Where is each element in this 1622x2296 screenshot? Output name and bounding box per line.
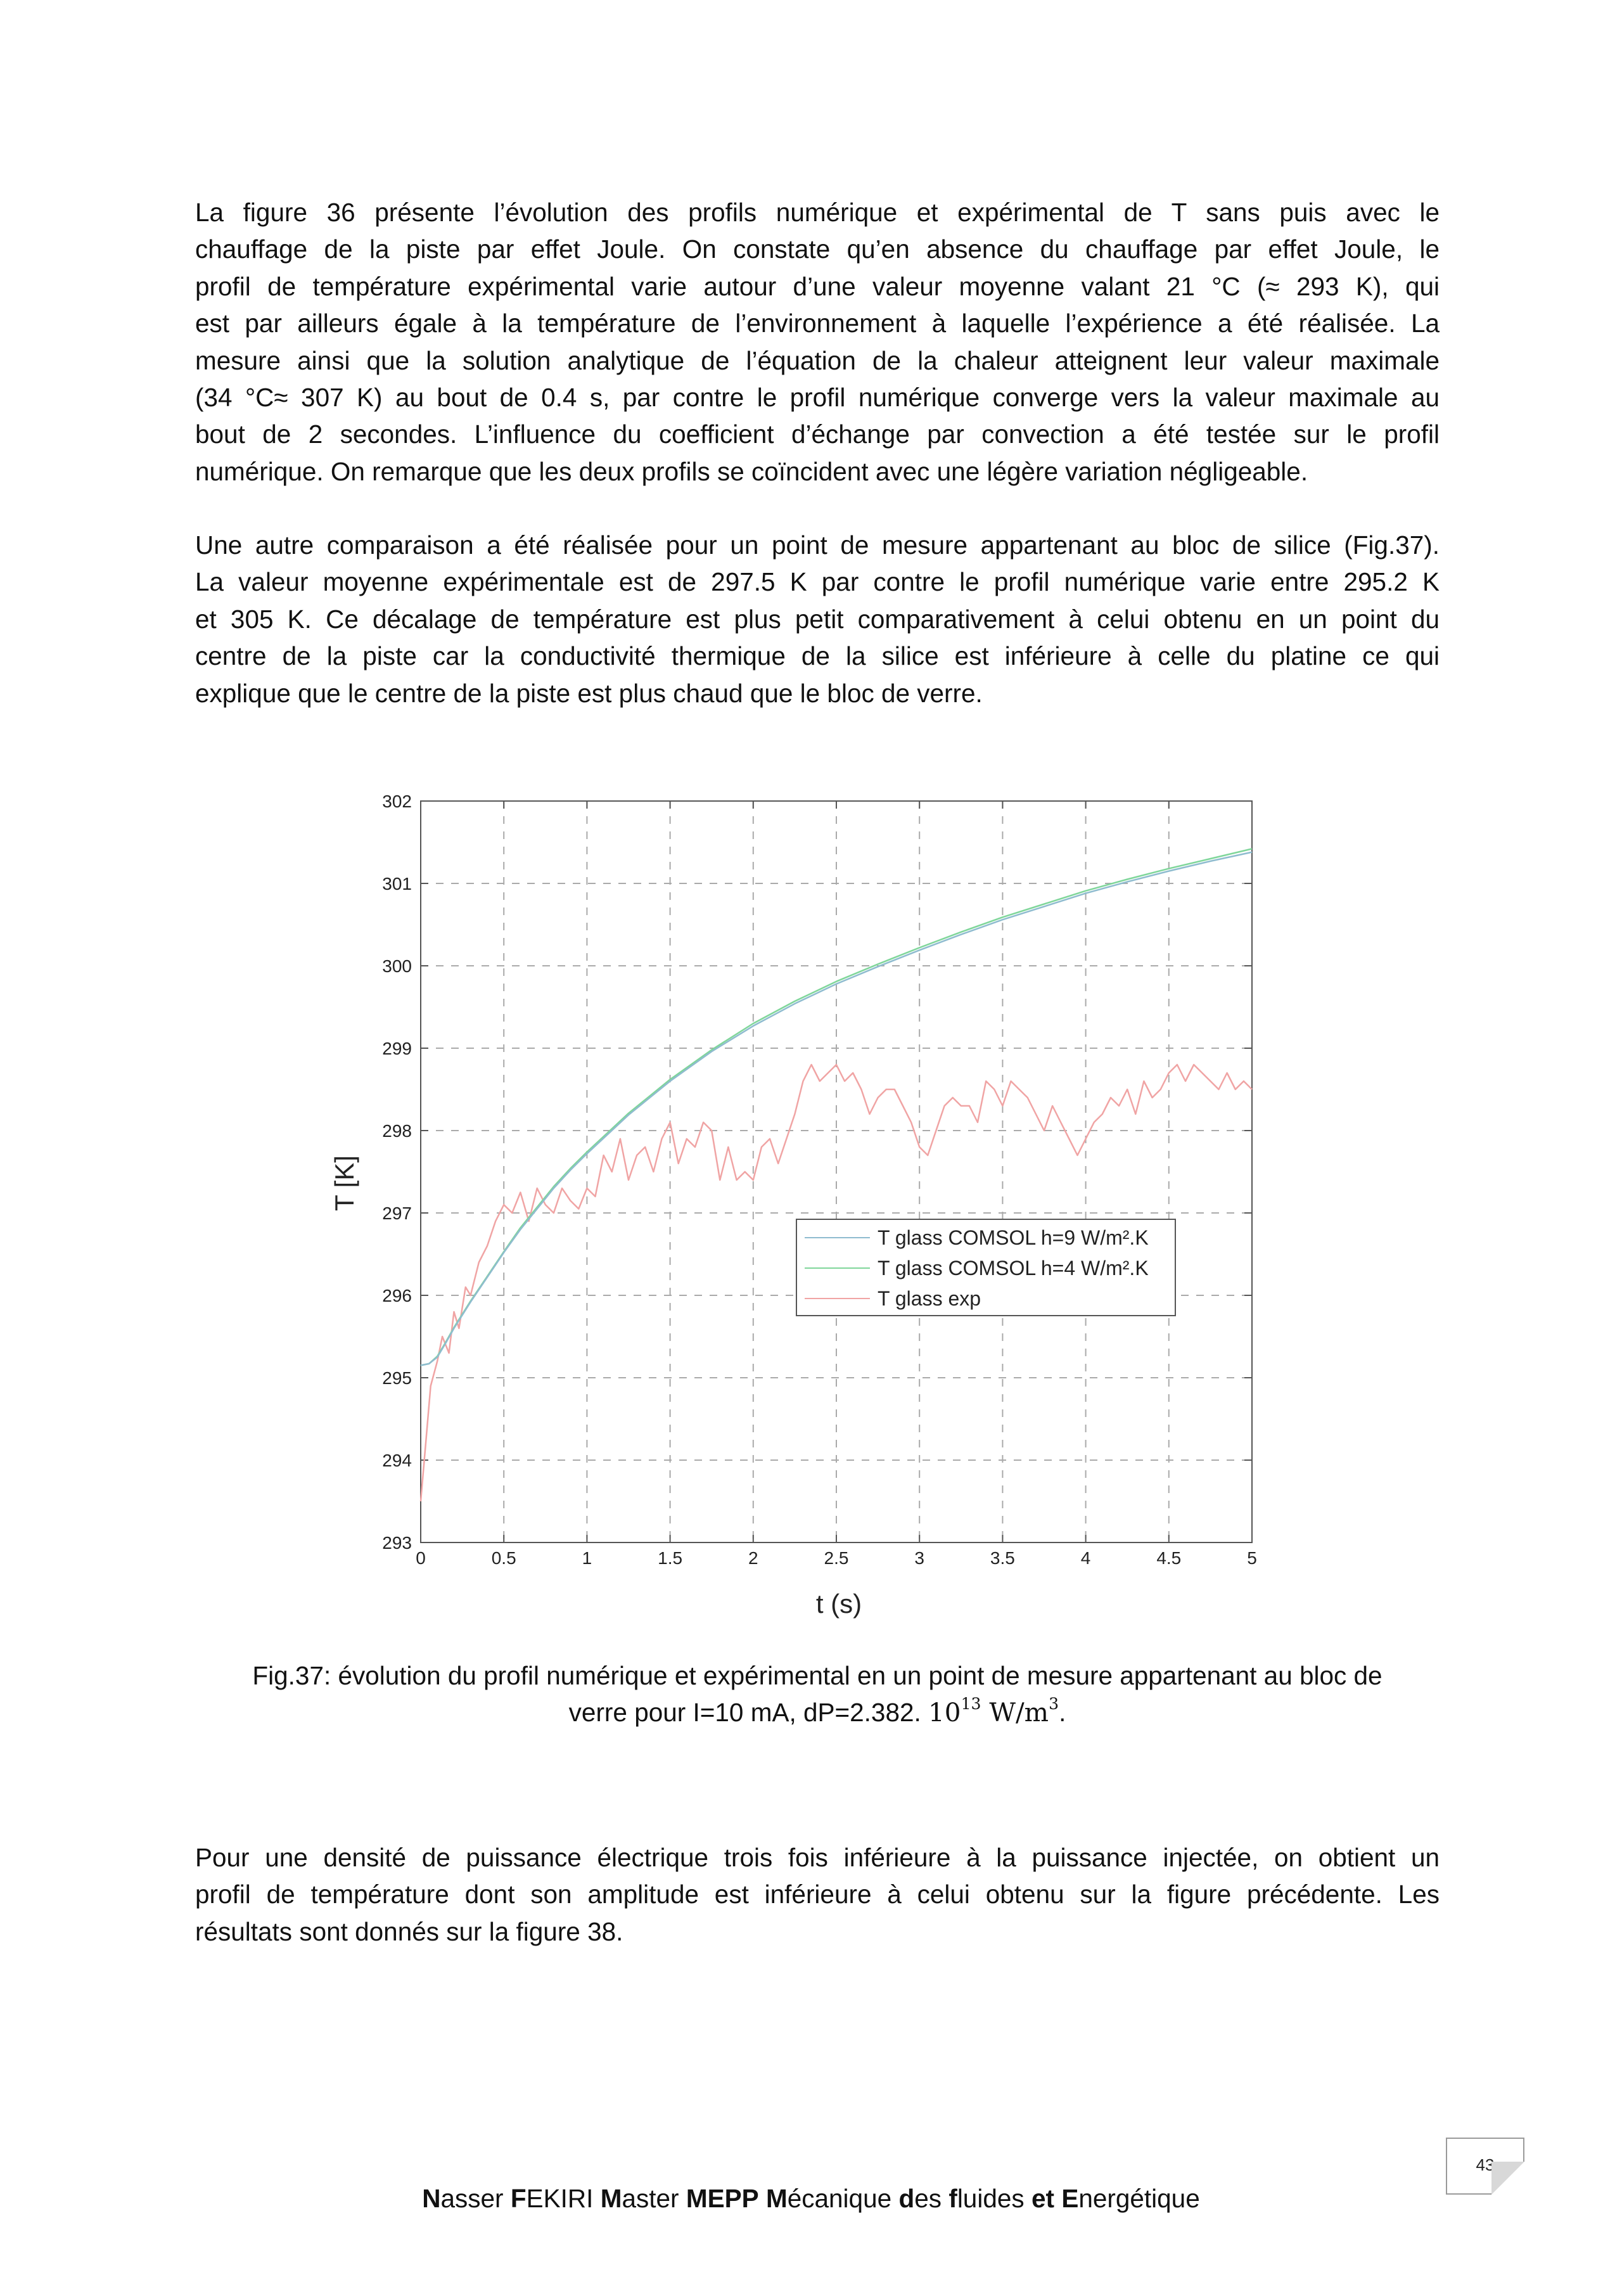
legend-label: T glass exp [878,1287,981,1310]
page-footer: Nasser FEKIRI Master MEPP Mécanique des fluides et Energétique [422,2184,1200,2213]
paragraph-line: La valeur moyenne expérimentale est de 297.5 K par contre le profil numérique varie entre 295.2 K [195,567,1440,597]
y-tick-label: 298 [382,1121,412,1141]
x-tick-label: 4 [1080,1548,1091,1568]
caption-end: . [1059,1698,1066,1727]
caption-text: verre pour I=10 mA, dP=2.382. [568,1698,929,1727]
x-tick-label: 0 [416,1548,426,1568]
x-tick-label: 5 [1247,1548,1257,1568]
paragraph-line: Une autre comparaison a été réalisée pour un point de mesure appartenant au bloc de silice (Fig.37). [195,530,1440,560]
x-tick-label: 4.5 [1156,1548,1182,1568]
paragraph-line: résultats sont donnés sur la figure 38. [195,1916,623,1946]
paragraph-line: (34 °C≈ 307 K) au bout de 0.4 s, par contre le profil numérique converge vers la valeur maximale au [195,383,1440,413]
y-tick-label: 302 [382,792,412,811]
y-tick-label: 296 [382,1286,412,1305]
paragraph-3 [195,1839,1440,1950]
x-axis-label: t (s) [815,1589,862,1619]
chart-grid [421,801,1252,1542]
caption-line-1: Fig.37: évolution du profil numérique et expérimental en un point de mesure appartenant au bloc de [252,1661,1383,1690]
paragraph-line: profil de température expérimental varie autour d’une valeur moyenne valant 21 °C (≈ 293 K), qui [195,271,1440,301]
chart-tick-labels [382,792,1257,1568]
paragraph-line: chauffage de la piste par effet Joule. On constate qu’en absence du chauffage par effet Joule, le [195,234,1440,264]
y-tick-label: 299 [382,1039,412,1058]
figure-caption [195,1657,1440,1731]
y-tick-label: 300 [382,956,412,976]
legend-label: T glass COMSOL h=4 W/m².K [878,1257,1149,1279]
paragraph-2 [195,527,1440,712]
x-tick-label: 0.5 [491,1548,516,1568]
page-number: 43 [1476,2155,1495,2174]
x-tick-label: 1 [582,1548,592,1568]
paragraph-line: explique que le centre de la piste est plus chaud que le bloc de verre. [195,678,983,708]
paragraph-line: mesure ainsi que la solution analytique de l’équation de la chaleur atteignent leur valeur maximale [195,345,1440,375]
y-tick-label: 301 [382,874,412,894]
caption-power-base: 10 [928,1697,961,1728]
paragraph-1 [195,194,1440,490]
paragraph-line: La figure 36 présente l’évolution des profils numérique et expérimental de T sans puis avec le [195,198,1440,227]
paragraph-line: centre de la piste car la conductivité thermique de la silice est inférieure à celle du platine ce qui [195,641,1440,671]
paragraph-line: et 305 K. Ce décalage de température est plus petit comparativement à celui obtenu en un point du [195,604,1440,634]
paragraph-line: bout de 2 secondes. L’influence du coefficient d’échange par convection a été testée sur le profil [195,420,1440,449]
temperature-chart [317,786,1305,1635]
paragraph-line: profil de température dont son amplitude est inférieure à celui obtenu sur la figure précédente. Les [195,1880,1440,1909]
caption-unit-exp: 3 [1049,1695,1059,1714]
caption-unit: W/m [981,1697,1049,1728]
y-tick-label: 294 [382,1451,412,1470]
x-tick-label: 1.5 [658,1548,683,1568]
x-tick-label: 2.5 [824,1548,849,1568]
chart-series [421,849,1252,1501]
y-tick-label: 293 [382,1533,412,1553]
paragraph-line: est par ailleurs égale à la température de l’environnement à laquelle l’expérience a été réalisée. La [195,309,1440,338]
chart-legend [796,1219,1175,1316]
y-tick-label: 297 [382,1203,412,1223]
x-tick-label: 3 [914,1548,924,1568]
x-tick-label: 3.5 [990,1548,1015,1568]
paragraph-line: Pour une densité de puissance électrique trois fois inférieure à la puissance injectée, on obtient un [195,1843,1440,1872]
paragraph-line: numérique. On remarque que les deux profils se coïncident avec une légère variation négligeable. [195,456,1308,486]
caption-line-2 [195,1694,1440,1731]
y-axis-label: T [K] [329,1155,359,1211]
y-tick-label: 295 [382,1368,412,1388]
caption-power-exp: 13 [961,1695,981,1714]
legend-label: T glass COMSOL h=9 W/m².K [878,1226,1149,1249]
x-tick-label: 2 [748,1548,758,1568]
